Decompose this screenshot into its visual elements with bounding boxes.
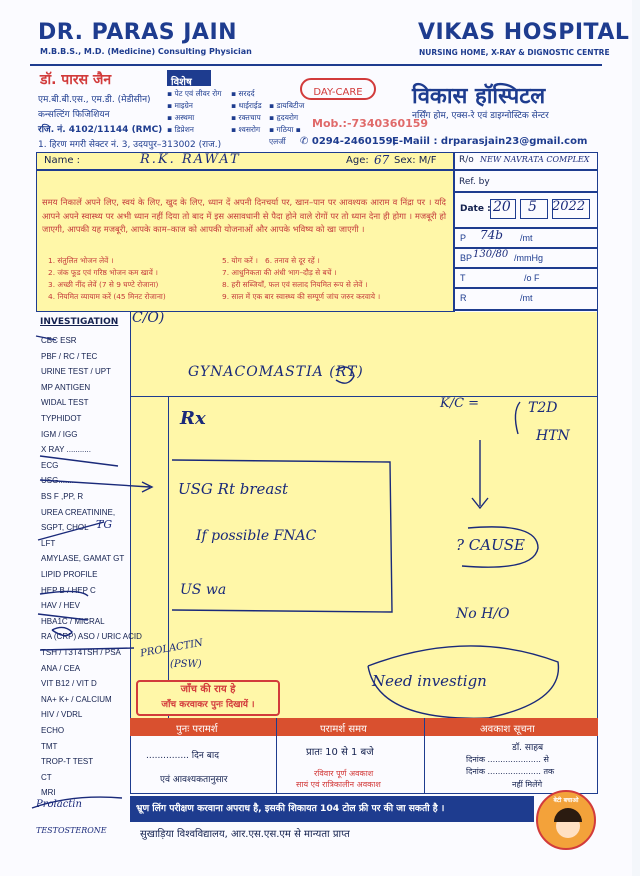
investigation-item: MRI xyxy=(41,788,56,798)
footer-col-div-2 xyxy=(424,718,425,794)
p-unit: /mt xyxy=(520,233,533,243)
psw-note: (PSW) xyxy=(170,659,202,670)
bp-value: 130/80 xyxy=(473,249,509,260)
investigation-item: AMYLASE, GAMAT GT xyxy=(41,554,125,564)
name-value: R.K. RAWAT xyxy=(140,152,241,167)
bp-unit: /mmHg xyxy=(514,253,543,263)
doctor-quals-en: M.B.B.S., M.D. (Medicine) Consulting Physician xyxy=(40,47,252,56)
specialty-item: ▪ रक्तचाप xyxy=(231,113,261,122)
footer-col2-text2: रविवार पूर्ण अवकाश xyxy=(314,769,374,778)
footer-col2-text: प्रातः 10 से 1 बजे xyxy=(306,747,374,758)
fnac-note: If possible FNAC xyxy=(196,528,317,544)
ro-label: R/o xyxy=(459,155,474,165)
ecg-arrow xyxy=(40,456,118,466)
hba1c-strike xyxy=(38,614,88,620)
opinion-stamp xyxy=(136,680,280,716)
investigation-item: TYPHIDOT xyxy=(41,414,82,423)
tip-2: 2. जंक फूड एवं गरिष्ठ भोजन कम खावें । xyxy=(48,268,158,277)
specialty-item: ▪ माइग्रेन xyxy=(167,101,193,110)
t-unit: /o F xyxy=(524,273,540,283)
doctor-name-hi: डॉ. पारस जैन xyxy=(40,72,112,88)
consultant-hi: कन्सल्टिंग फिजिशियन xyxy=(38,110,110,120)
pro-note: Prolactin xyxy=(36,799,82,810)
investigation-item: HBA1C / MICRAL xyxy=(41,616,105,626)
footer-col2-title: परामर्श समय xyxy=(320,724,367,735)
phone-icon: ✆ xyxy=(300,136,309,147)
tip-5-6: 5. योग करें । 6. तनाव से दूर रहें । xyxy=(222,256,320,265)
name-label: Name : xyxy=(44,155,81,166)
investigation-item: HEP B / HEP C xyxy=(41,585,96,595)
doctor-quals-hi: एम.बी.बी.एस., एम.डी. (मेडीसीन) xyxy=(38,95,151,105)
investigation-item: HIV / VDRL xyxy=(41,710,83,720)
investigation-item: RA (CRP) ASO / URIC ACID xyxy=(41,632,142,642)
investigation-item: LFT xyxy=(41,538,56,548)
prolactin-box-left xyxy=(32,797,122,808)
p-value: 74b xyxy=(480,228,503,242)
investigation-item: HAV / HEV xyxy=(41,601,80,611)
specialty-title: विशेष xyxy=(171,77,192,88)
tip-7: 7. आधुनिकता की अंधी भाग–दौड़ से बचें । xyxy=(222,268,337,277)
age-label: Age: xyxy=(346,155,369,166)
investigation-item: TROP-T TEST xyxy=(41,757,94,767)
arrow-down xyxy=(472,440,488,508)
hospital-name-en: VIKAS HOSPITAL xyxy=(418,20,630,45)
investigation-item: BS F ,PP, R xyxy=(41,492,84,501)
history-1: T2D xyxy=(528,400,558,416)
hbs-circle xyxy=(40,591,88,596)
ref-label: Ref. by xyxy=(459,177,490,187)
hospital-sub-en: NURSING HOME, X-RAY & DIGNOSTIC CENTRE xyxy=(419,48,610,57)
advice-paragraph: समय निकालें अपने लिए, स्वयं के लिए, खुद के लिए, ध्यान दें अपनी दिनचर्या पर, खान–पान पर आवश्यक आराम व निंद्रा पर । यदि आपने अपने स्वास्थ्य पर अभी ध्यान नहीं दिया तो बाद में इस असावधानी से पैदा होने वाले रोगों पर तो ध्यान देना ही होगा । मजबूरी हो जाएगी, आपकी यह मजबूरी, आपके काम–काज को आपकी योजनाओं और आपके भविष्य को खा जाएगी । xyxy=(42,197,446,235)
investigation-item: VIT B12 / VIT D xyxy=(41,679,97,689)
logo-hair xyxy=(554,808,582,822)
investigation-item: X RAY ........... xyxy=(41,445,91,455)
prolactin-note: PROLACTIN xyxy=(139,637,204,660)
footer-col3-row1: दिनांक ..................... से xyxy=(466,755,549,764)
usg-arrow xyxy=(40,480,152,492)
logo-text: बेटी बचाओ xyxy=(553,797,579,804)
footer-col3-title: अवकाश सूचना xyxy=(480,724,535,735)
rx-symbol: Rx xyxy=(180,408,206,429)
daycare-text: DAY-CARE xyxy=(313,87,363,98)
investigation-item: PBF / RC / TEC xyxy=(41,351,98,361)
specialty-item: ▪ डिप्रेशन xyxy=(167,125,194,134)
specialty-item: ▪ श्वसरोग xyxy=(231,125,261,134)
p-label: P xyxy=(460,233,467,243)
specialty-item: ▪ गठिया ▪ एलर्जी xyxy=(269,125,301,146)
footer-col1-text: ............... दिन बाद xyxy=(146,751,219,761)
sex-label: Sex: M/F xyxy=(394,155,437,166)
investigation-item: NA+ K+ / CALCIUM xyxy=(41,694,112,704)
co-note: C/O) xyxy=(132,310,165,326)
warning-text: भ्रूण लिंग परीक्षण करवाना अपराध है, इसकी शिकायत 104 टोल फ्री पर की जा सकती है । xyxy=(136,803,445,814)
footer-col2-text3: सायं एवं रात्रिकालीन अवकाश xyxy=(296,780,381,789)
ro-value: NEW NAVRATA COMPLEX xyxy=(480,155,590,164)
kc-note: K/C = xyxy=(440,396,480,411)
tsh-arrow xyxy=(40,648,134,650)
hospital-sub-hi: नर्सिंग होम, एक्स-रे एवं डाइग्नोस्टिक सेन्टर xyxy=(412,111,549,121)
history-2: HTN xyxy=(536,428,570,444)
date-year: 2022 xyxy=(552,199,586,214)
age-value: 67 xyxy=(374,153,390,167)
investigation-item: ECG xyxy=(41,460,59,470)
investigation-item: TMT xyxy=(41,741,58,751)
lft-line xyxy=(38,522,104,540)
tg-note: TG xyxy=(96,518,113,531)
investigation-item: ECHO xyxy=(41,726,65,735)
address: 1. हिरण मगरी सेक्टर नं. 3, उदयपुर–313002 (राज.) xyxy=(38,140,222,150)
t-label: T xyxy=(460,273,466,283)
rx-box xyxy=(172,460,392,612)
specialty-item: ▪ पेट एवं लीवर रोग xyxy=(167,89,222,98)
testo-note: TESTOSTERONE xyxy=(36,826,107,835)
footer-col1-title: पुनः परामर्श xyxy=(176,724,218,735)
bp-label: BP xyxy=(460,253,473,263)
cause-circle xyxy=(462,527,538,567)
investigation-item: UREA CREATININE, xyxy=(41,507,116,517)
gyn-circle-mark xyxy=(336,367,354,383)
phone-text: 0294-2460159, xyxy=(311,136,397,147)
mobile-number: Mob.:-7340360159 xyxy=(312,117,429,130)
doctor-name-en: DR. PARAS JAIN xyxy=(38,20,238,45)
email: E-Maiil : drparasjain23@gmail.com xyxy=(392,136,588,147)
tip-1: 1. संतुलित भोजन लेवें । xyxy=(48,256,114,265)
investigation-item: CBC ESR xyxy=(41,336,77,345)
investigation-item: ANA / CEA xyxy=(41,663,81,673)
stamp-line-1: जाँच की राय हे xyxy=(180,684,236,695)
footer-col3-text: डॉ. साहब xyxy=(512,743,544,753)
beti-bachao-logo xyxy=(536,790,596,850)
investigation-item: USG.......... xyxy=(41,476,81,486)
date-month: 5 xyxy=(528,199,537,215)
tip-8: 8. हरी सब्जियाँ, फल एवं सलाद नियमित रूप से लेवें । xyxy=(222,280,368,289)
cause-note: ? CAUSE xyxy=(456,536,525,554)
kc-bracket xyxy=(515,402,520,434)
specialty-item: ▪ हृदयरोग xyxy=(269,113,299,122)
date-label: Date : xyxy=(460,204,491,214)
complaint-note: GYNACOMASTIA (RT) xyxy=(188,364,364,380)
tip-9: 9. साल में एक बार स्वास्थ्य की सम्पूर्ण जांच जरुर करवाये । xyxy=(222,292,381,301)
university-text: सुखाड़िया विश्वविद्यालय, आर.एस.एस.एम से मान्यता प्राप्त xyxy=(140,829,350,840)
investigation-item: MP ANTIGEN xyxy=(41,382,91,392)
investigation-item: CT xyxy=(41,772,52,782)
investigation-item: WIDAL TEST xyxy=(41,398,89,408)
reg-no: रजि. नं. 4102/11144 (RMC) xyxy=(38,125,163,135)
investigation-title: INVESTIGATION xyxy=(40,317,119,327)
hospital-name-hi: विकास हॉस्पिटल xyxy=(412,84,546,109)
us-wa-note: US wa xyxy=(180,582,227,598)
r-label: R xyxy=(460,293,467,303)
need-note: Need investign xyxy=(372,672,487,690)
stamp-line-2: जाँच करवाकर पुनः दिखायें । xyxy=(161,700,255,710)
tip-3: 3. अच्छी नींद लेवें (7 से 9 घण्टे रोजाना) xyxy=(48,280,159,289)
investigation-item: TSH / T3T4TSH / PSA xyxy=(41,648,121,657)
specialty-item: ▪ अस्थमा xyxy=(167,113,195,122)
specialty-item: ▪ डायबिटीज xyxy=(269,101,305,110)
footer-col-div-1 xyxy=(276,718,277,794)
cbc-strike xyxy=(36,336,56,340)
specialty-item: ▪ सरदर्द xyxy=(231,89,255,98)
crp-circle xyxy=(52,627,72,635)
investigation-item: LIPID PROFILE xyxy=(41,570,98,579)
r-unit: /mt xyxy=(520,293,533,303)
footer-col1-text2: एवं आवश्यकतानुसार xyxy=(160,775,228,785)
date-day: 20 xyxy=(493,199,511,215)
no-h-note: No H/O xyxy=(456,606,510,622)
investigation-item: URINE TEST / UPT xyxy=(41,367,111,377)
warning-banner xyxy=(130,796,534,822)
investigation-item: IGM / IGG xyxy=(41,429,78,439)
investigation-item: SGPT, CHOL xyxy=(41,523,89,533)
need-ellipse xyxy=(368,646,558,718)
usg-note: USG Rt breast xyxy=(178,480,289,498)
specialty-item: ▪ थाईराईड xyxy=(231,101,262,110)
footer-col3-row3: नहीं मिलेंगे xyxy=(512,780,543,789)
tip-4: 4. नियमित व्यायाम करें (45 मिनट रोजाना) xyxy=(48,292,166,301)
footer-col3-row2: दिनांक ..................... तक xyxy=(466,767,555,776)
